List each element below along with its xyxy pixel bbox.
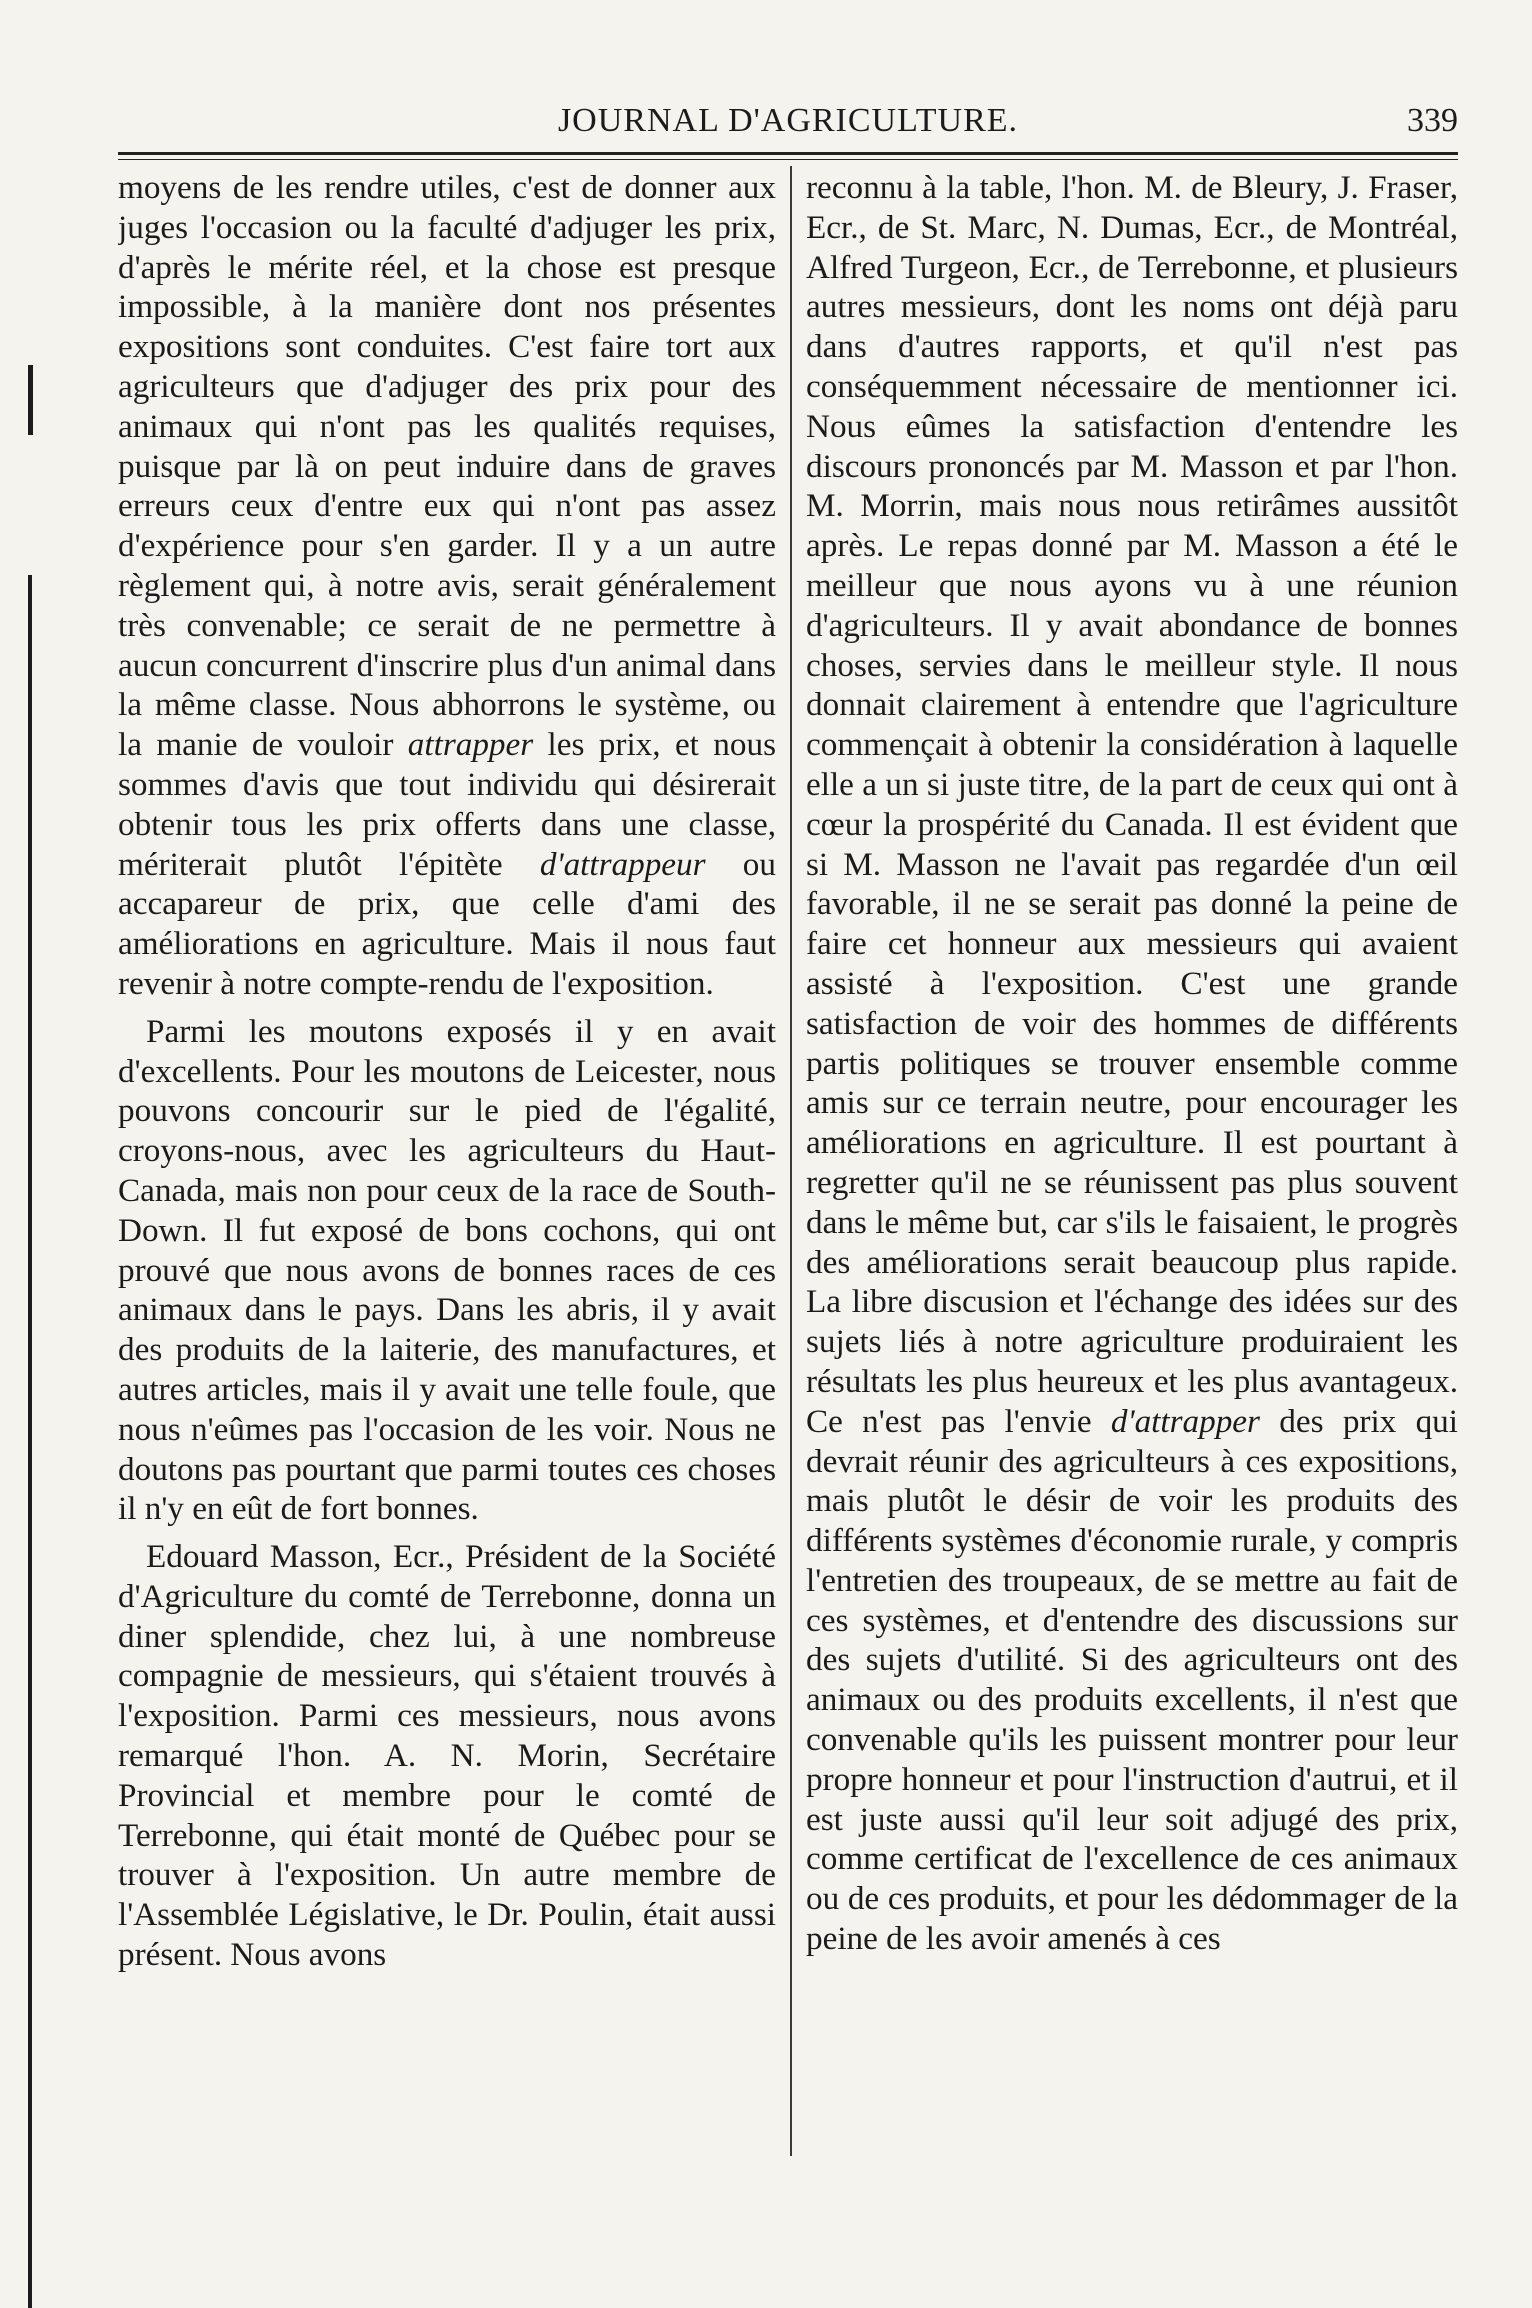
page-header [118,102,1458,148]
right-column [806,168,1458,2158]
page-number: 339 [1407,102,1458,139]
italic-word: attrapper [407,726,534,764]
margin-ink-line [28,575,32,2308]
italic-word: d'attrapper [1110,1402,1260,1440]
running-title: JOURNAL D'AGRICULTURE. [557,102,1019,139]
left-column [118,168,776,2158]
margin-ink-mark [28,365,33,435]
header-rule-thick [118,152,1458,155]
header-rule-thin [118,159,1458,160]
paragraph-dinner: Edouard Masson, Ecr., Président de la Société d'Agriculture du comté de Terrebonne, donna un diner splendide, chez lui, à une nombreuse compagnie de messieurs, qui s'étaient trouvés à l'exposition. Parmi ces messieurs, nous avons remarqué l'hon. A. N. Morin, Secrétaire Provincial et membre pour le comté de Terrebonne, qui était monté de Québec pour se trouver à l'exposition. Un autre membre de l'Assemblée Législative, le Dr. Poulin, était aussi présent. Nous avons [118,1538,776,1974]
italic-word: d'attrappeur [539,845,706,883]
paragraph-guests: reconnu à la table, l'hon. M. de Bleury, J. Fraser, Ecr., de St. Marc, N. Dumas, Ecr., de Montréal, Alfred Turgeon, Ecr., de Terrebonne, et plusieurs autres messieurs, dont les noms ont déjà paru dans d'autres rapports, et qu'il n'est pas conséquemment nécessaire de mentionner ici. Nous eûmes la satisfaction d'entendre les discours prononcés par M. Masson et par l'hon. M. Morrin, mais nous nous retirâmes aussitôt après. Le repas donné par M. Masson a été le meilleur que nous ayons vu à une réunion d'agriculteurs. Il y avait abondance de bonnes choses, servies dans le meilleur style. Il nous donnait clairement à entendre que l'agriculture commençait à obtenir la considération à laquelle elle a un si juste titre, de la part de ceux qui ont à cœur la prospérité du Canada. Il est évident que si M. Masson ne l'avait pas regardée d'un œil favorable, il ne se serait pas donné la peine de faire cet honneur aux messieurs qui avaient assisté à l'exposition. C'est une grande satisfaction de voir des hommes de différents partis politiques se trouver ensemble comme amis sur ce terrain neutre, pour encourager les améliorations en agriculture. Il est pourtant à regretter qu'il ne se réunissent pas plus souvent dans le même but, car s'ils le faisaient, le progrès des améliorations serait beaucoup plus rapide. La libre discusion et l'échange des idées sur des sujets liés à notre agriculture produiraient les résultats les plus heureux et les plus avantageux. Ce n'est pas l'envie d'attrapper des prix qui devrait réunir des agriculteurs à ces expositions, mais plutôt le désir de voir les produits des différents systèmes d'économie rurale, y compris l'entretien des troupeaux, de se mettre au fait de ces systèmes, et d'entendre des discussions sur des sujets d'utilité. Si des agriculteurs ont des animaux ou des produits excellents, il n'est que convenable qu'ils les puissent montrer pour leur propre honneur et pour l'instruction d'autrui, et il est juste aussi qu'il leur soit adjugé des prix, comme certificat de l'excellence de ces animaux ou de ces produits, et pour les dédommager de la peine de les avoir amenés à ces [806,169,1458,1958]
paragraph-continued: moyens de les rendre utiles, c'est de donner aux juges l'occasion ou la faculté d'adjuger les prix, d'après le mérite réel, et la chose est presque impossible, à la manière dont nos présentes expositions sont conduites. C'est faire tort aux agriculteurs que d'adjuger des prix pour des animaux qui n'ont pas les qualités requises, puisque par là on peut induire dans de graves erreurs ceux d'entre eux qui n'ont pas assez d'expérience pour s'en garder. Il y a un autre règlement qui, à notre avis, serait généralement très convenable; ce serait de ne permettre à aucun concurrent d'inscrire plus d'un animal dans la même classe. Nous abhorrons le système, ou la manie de vouloir attrapper les prix, et nous sommes d'avis que tout individu qui désirerait obtenir tous les prix offerts dans une classe, mériterait plutôt l'épitète d'attrappeur ou accapareur de prix, que celle d'ami des améliorations en agriculture. Mais il nous faut revenir à notre compte-rendu de l'exposition. [118,169,776,1002]
paragraph-sheep: Parmi les moutons exposés il y en avait d'excellents. Pour les moutons de Leicester, nous pouvons concourir sur le pied de l'égalité, croyons-nous, avec les agriculteurs du Haut-Canada, mais non pour ceux de la race de South-Down. Il fut exposé de bons cochons, qui ont prouvé que nous avons de bonnes races de ces animaux dans le pays. Dans les abris, il y avait des produits de la laiterie, des manufactures, et autres articles, mais il y avait une telle foule, que nous n'eûmes pas l'occasion de les voir. Nous ne doutons pas pourtant que parmi toutes ces choses il n'y en eût de fort bonnes. [118,1012,776,1528]
column-divider [790,166,792,2156]
